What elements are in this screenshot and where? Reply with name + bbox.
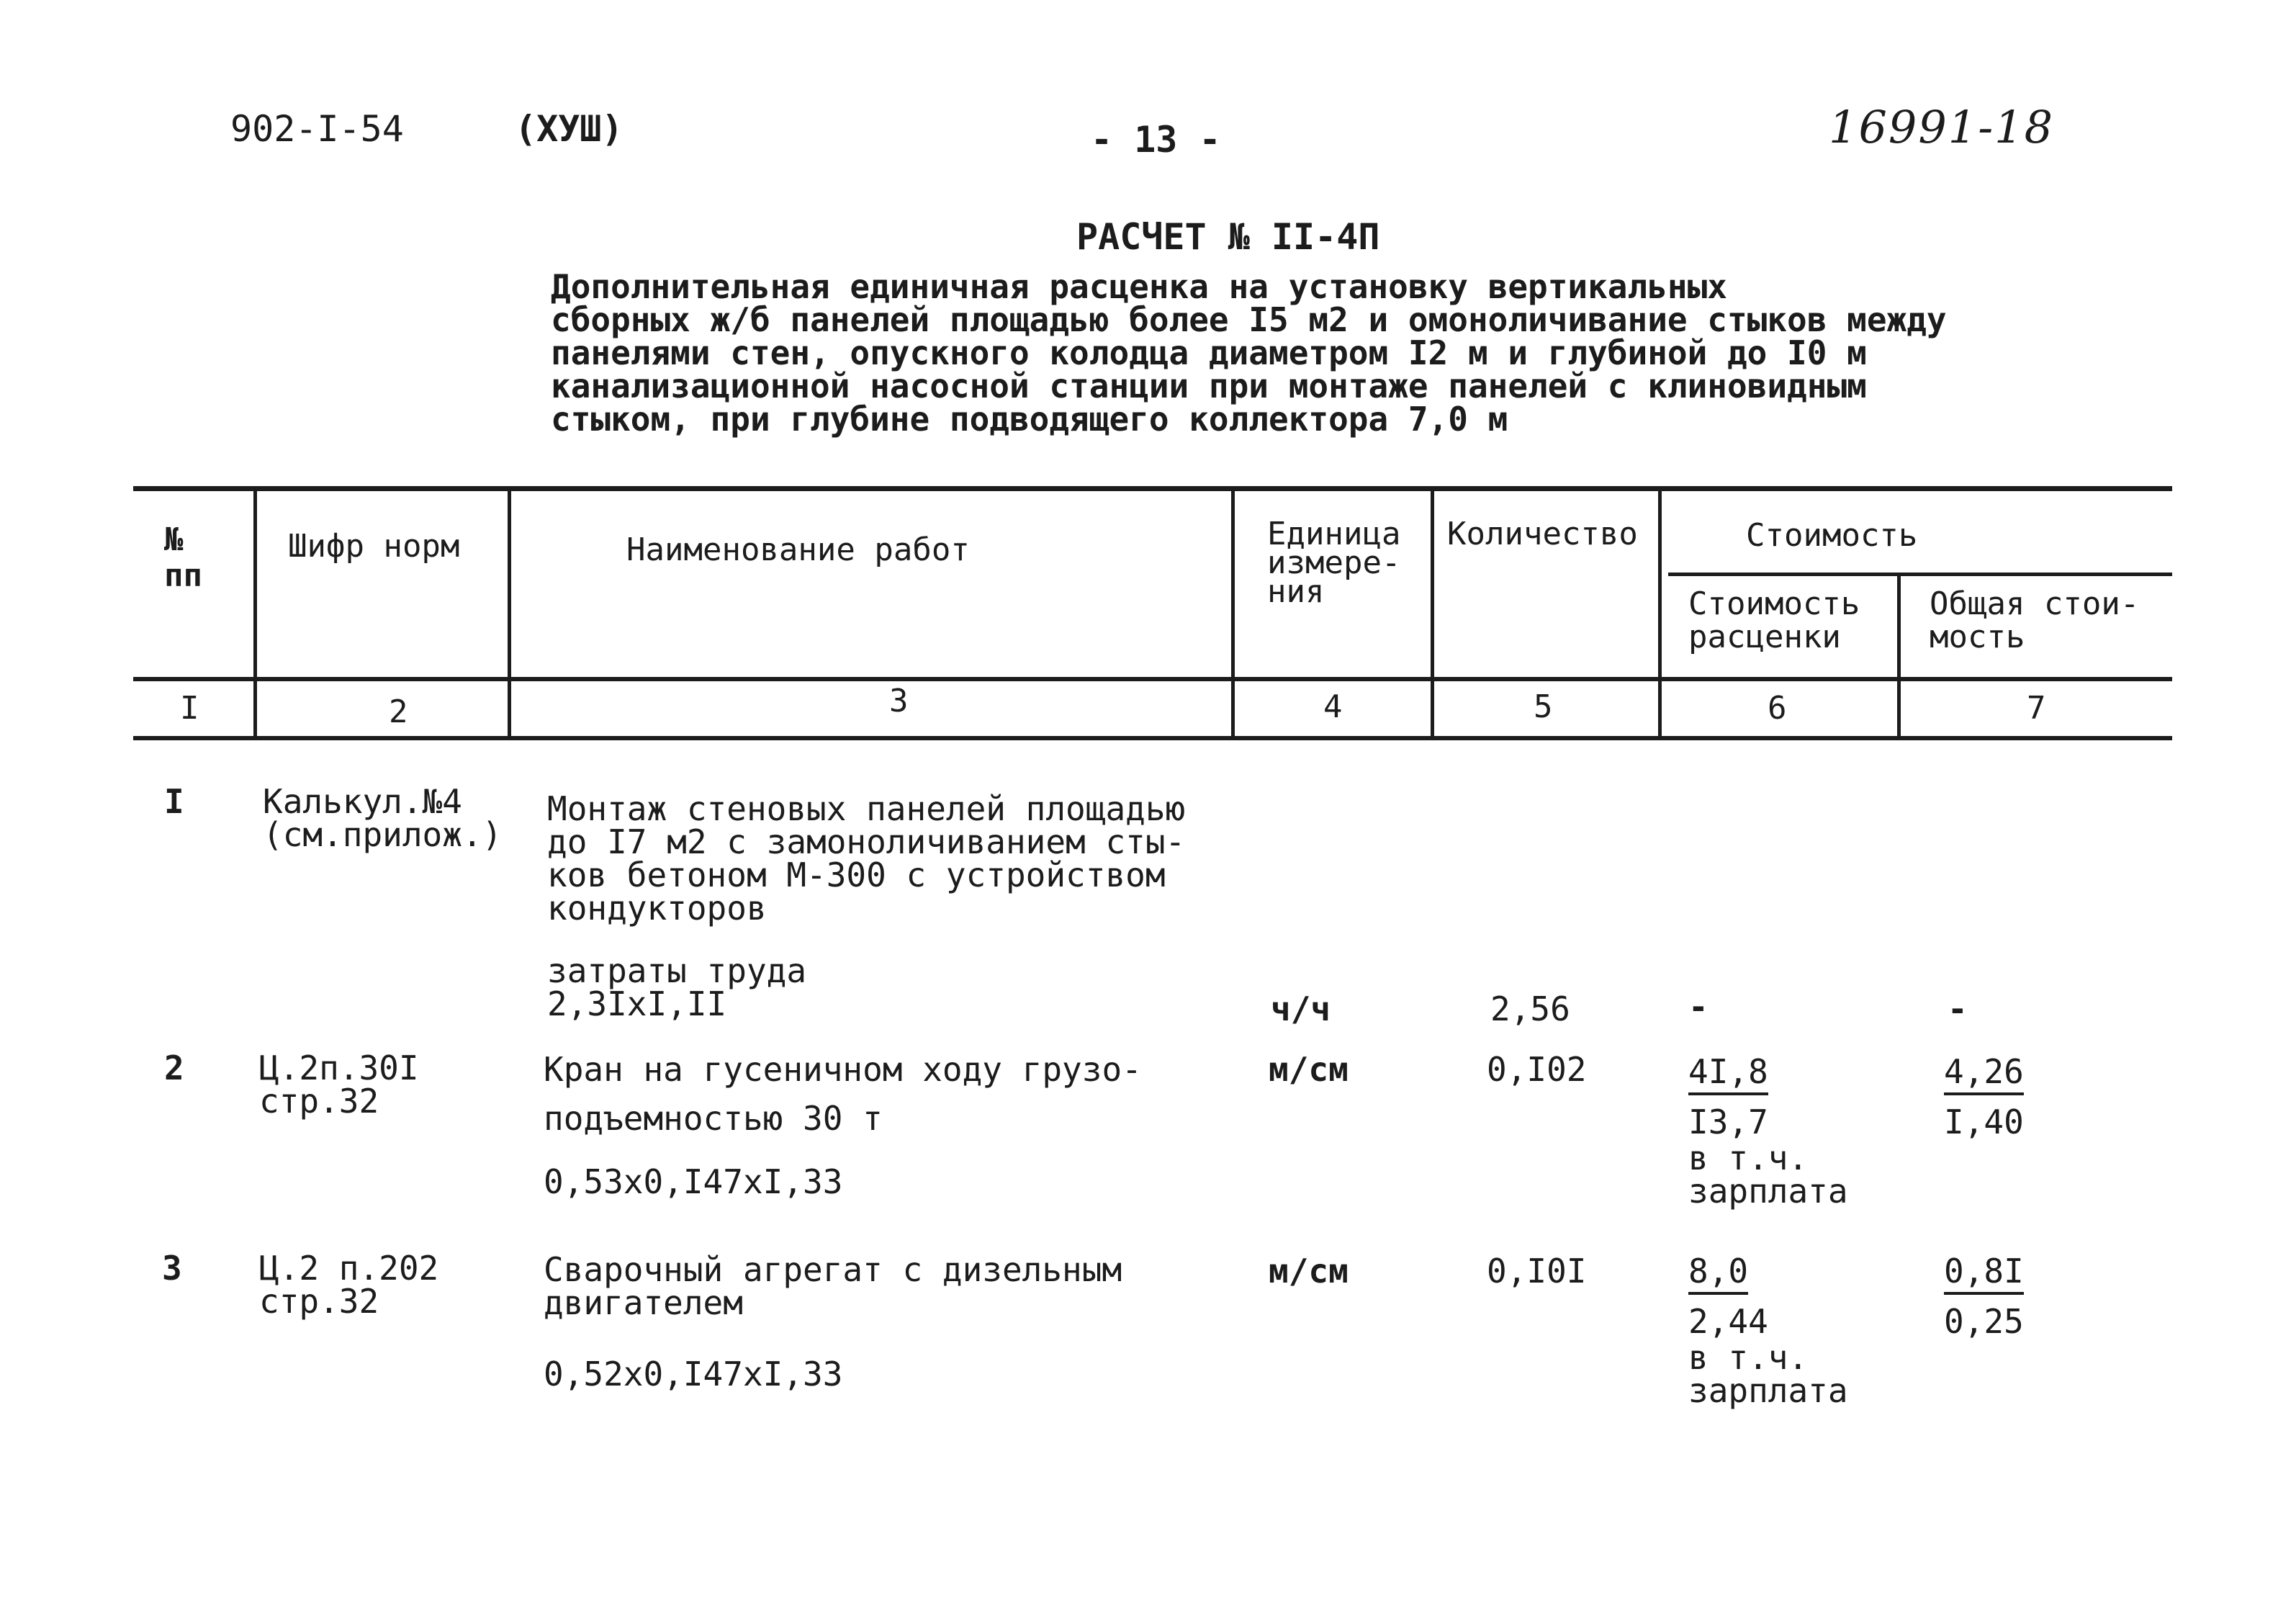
- column-numbers-rule: [133, 736, 2172, 740]
- norm-code: Калькул.№4 (см.прилож.): [263, 782, 503, 854]
- header-cost: Стоимость: [1746, 517, 1918, 554]
- column-divider: [1897, 575, 1901, 738]
- work-name: Сварочный агрегат с дизельным двигателем: [544, 1250, 1122, 1322]
- cost-rate-total: 8,0: [1688, 1252, 1748, 1295]
- unit: м/см: [1269, 1252, 1349, 1290]
- cost-rate-salary: 2,44: [1688, 1302, 1768, 1341]
- column-divider: [508, 488, 511, 738]
- column-number: 7: [2027, 690, 2046, 727]
- cost-rate-total: 4I,8: [1688, 1052, 1768, 1095]
- cost-total-salary: 0,25: [1944, 1302, 2024, 1341]
- archive-number: 16991-18: [1829, 101, 2055, 153]
- calculation-title: РАСЧЕТ № II-4П: [1076, 216, 1380, 258]
- column-number: 6: [1768, 690, 1787, 727]
- description-paragraph: [551, 267, 1947, 439]
- salary-note: в т.ч. зарплата: [1688, 1139, 1848, 1211]
- description-line: сборных ж/б панелей площадью более I5 м2 и омоноличивание стыков между: [551, 300, 1947, 339]
- unit: м/см: [1269, 1050, 1349, 1089]
- row-number: 2: [164, 1049, 184, 1087]
- formula: 0,53х0,I47хI,33: [544, 1162, 843, 1201]
- header-code: Шифр норм: [288, 528, 460, 565]
- column-divider: [1231, 488, 1235, 738]
- document-code: 902-I-54: [230, 108, 404, 150]
- cost-rate: [1688, 1254, 1748, 1288]
- header-cost-rate: Стоимость расценки: [1688, 585, 1860, 655]
- cost-total: [1944, 1052, 2024, 1091]
- table-top-rule: [133, 486, 2172, 491]
- cost-rate-salary: I3,7: [1688, 1103, 1768, 1141]
- cost-total: -: [1948, 989, 1968, 1028]
- quantity: 0,I02: [1487, 1050, 1587, 1089]
- column-number: 5: [1534, 688, 1553, 725]
- header-bottom-rule: [133, 677, 2172, 681]
- norm-code: Ц.2п.30I стр.32: [259, 1049, 419, 1121]
- cost-total-value: 4,26: [1944, 1052, 2024, 1095]
- labor-cost-label: затраты труда 2,3IxI,II: [547, 951, 807, 1023]
- column-number: 3: [889, 683, 909, 719]
- column-number: 2: [389, 693, 408, 730]
- description-line: канализационной насосной станции при монтаже панелей с клиновидным: [551, 367, 1867, 405]
- column-divider: [1431, 488, 1434, 738]
- column-divider: [253, 488, 257, 738]
- header-cost-total: Общая стои- мость: [1930, 585, 2140, 655]
- formula: 0,52х0,I47хI,33: [544, 1355, 843, 1393]
- salary-note: в т.ч. зарплата: [1688, 1338, 1848, 1410]
- volume-number: (ХУШ): [515, 108, 623, 150]
- description-line: панелями стен, опускного колодца диаметром I2 м и глубиной до I0 м: [551, 333, 1867, 372]
- cost-rate: [1688, 1052, 1768, 1091]
- header-num: № пп: [164, 521, 202, 594]
- header-unit: Единица измере- ния: [1267, 516, 1401, 610]
- work-name: Кран на гусеничном ходу грузо-: [544, 1050, 1142, 1089]
- unit: ч/ч: [1271, 989, 1331, 1028]
- norm-code: Ц.2 п.202 стр.32: [259, 1249, 439, 1321]
- description-line: стыком, при глубине подводящего коллектора 7,0 м: [551, 400, 1508, 439]
- row-number: 3: [162, 1249, 182, 1288]
- cost-total: [1944, 1254, 2024, 1288]
- quantity: 2,56: [1490, 989, 1570, 1028]
- description-line: Дополнительная единичная расценка на установку вертикальных: [551, 267, 1727, 306]
- cost-rate: -: [1688, 987, 1709, 1026]
- header-name: Наименование работ: [626, 531, 970, 568]
- cost-total-value: 0,8I: [1944, 1252, 2024, 1295]
- work-name-continued: подъемностью 30 т: [544, 1099, 883, 1138]
- header-quantity: Количество: [1447, 516, 1638, 552]
- quantity: 0,I0I: [1487, 1252, 1587, 1290]
- row-number: I: [164, 782, 184, 821]
- cost-total-salary: I,40: [1944, 1103, 2024, 1141]
- column-divider: [1658, 488, 1662, 738]
- column-number: I: [180, 690, 199, 727]
- work-name: Монтаж стеновых панелей площадью до I7 м2 с замоноличиванием сты- ков бетоном М-300 с устройством кондукторов: [547, 789, 1186, 928]
- page-number: - 13 -: [1091, 119, 1221, 161]
- column-number: 4: [1323, 688, 1343, 725]
- cost-header-divider: [1668, 573, 2172, 576]
